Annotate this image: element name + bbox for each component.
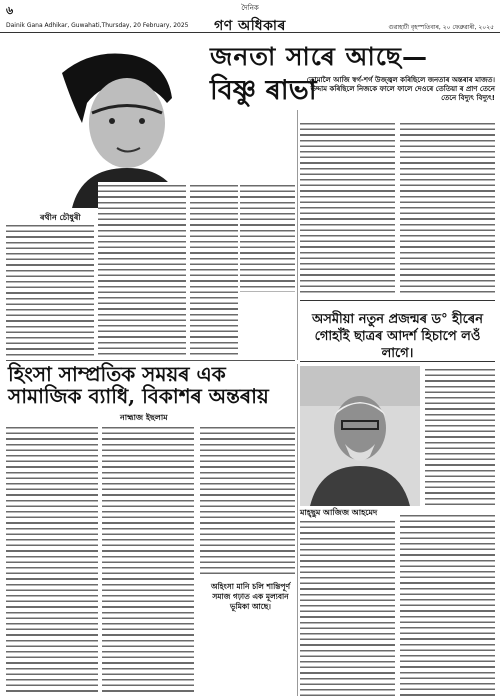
lead-deck: তোমালৈ আজি স্বৰ্গ-শৰ্গ উজ্জ্বল কৰিছিলে জনতাৰ অন্তৰাৰ মাজত। উদ্দাম কৰিছিলে নিজকে ফালে ফালে দেওৰে তেতিয়া ৰ প্ৰাণ তেনে তেনে বিদ্যুৎ বিদ্যুৎ! xyxy=(306,76,495,102)
newspaper-logo xyxy=(205,2,295,38)
dateline-assamese: গুৱাহাটী বৃহস্পতিবাৰ, ২০ ফেব্ৰুৱাৰী, ২০২৫ xyxy=(388,24,494,31)
lead-text-col1 xyxy=(6,222,94,357)
lead-text-col3 xyxy=(190,182,238,357)
lead-text-col6 xyxy=(400,120,495,295)
lead-text-col4 xyxy=(240,182,295,292)
second-byline: মাহ্ছুম আজিজ আহমেদ xyxy=(300,508,378,517)
third-byline: নাহ্মাজ ইছলাম xyxy=(120,412,168,426)
dateline-english: Dainik Gana Adhikar, Guwahati,Thursday, 20 February, 2025 xyxy=(6,22,189,29)
author-photo xyxy=(300,366,420,506)
second-text-col3 xyxy=(400,512,495,696)
lead-headline-line1: জনতা সাৰে আছে— xyxy=(210,42,428,71)
second-text-col2 xyxy=(300,518,395,696)
third-text-col2 xyxy=(102,424,194,696)
column-rule-lower xyxy=(297,364,298,696)
logo-small-text: দৈনিক xyxy=(241,4,259,12)
pull-quote: অহিংসা মানি চলি শান্তিপূৰ্ণ সমাজ গঢ়াত এক মূল্যবান ভূমিকা আছে। xyxy=(210,582,291,611)
third-text-col3 xyxy=(200,424,295,574)
page-number: ৬ xyxy=(6,4,14,17)
masthead xyxy=(0,0,500,33)
logo-main-text: গণ অধিকাৰ xyxy=(214,18,286,34)
lead-text-col2 xyxy=(98,182,186,357)
third-headline: হিংসা সাম্প্ৰতিক সময়ৰ এক সামাজিক ব্যাধি, বিকাশৰ অন্তৰায় xyxy=(8,362,269,408)
lead-byline: ৰথীন চৌধুৰী xyxy=(40,212,81,227)
lead-headline-line2: বিষ্ণু ৰাভা xyxy=(210,75,317,106)
lead-text-col5 xyxy=(300,120,395,295)
third-text-col1 xyxy=(6,424,98,696)
section-rule xyxy=(6,360,295,361)
second-headline: অসমীয়া নতুন প্ৰজন্মৰ ড° হীৰেন গোহাঁই ছাত্ৰৰ আদৰ্শ হিচাপে লওঁ লাগে। xyxy=(311,312,483,361)
column-rule xyxy=(297,110,298,360)
second-text-col1 xyxy=(425,366,495,506)
